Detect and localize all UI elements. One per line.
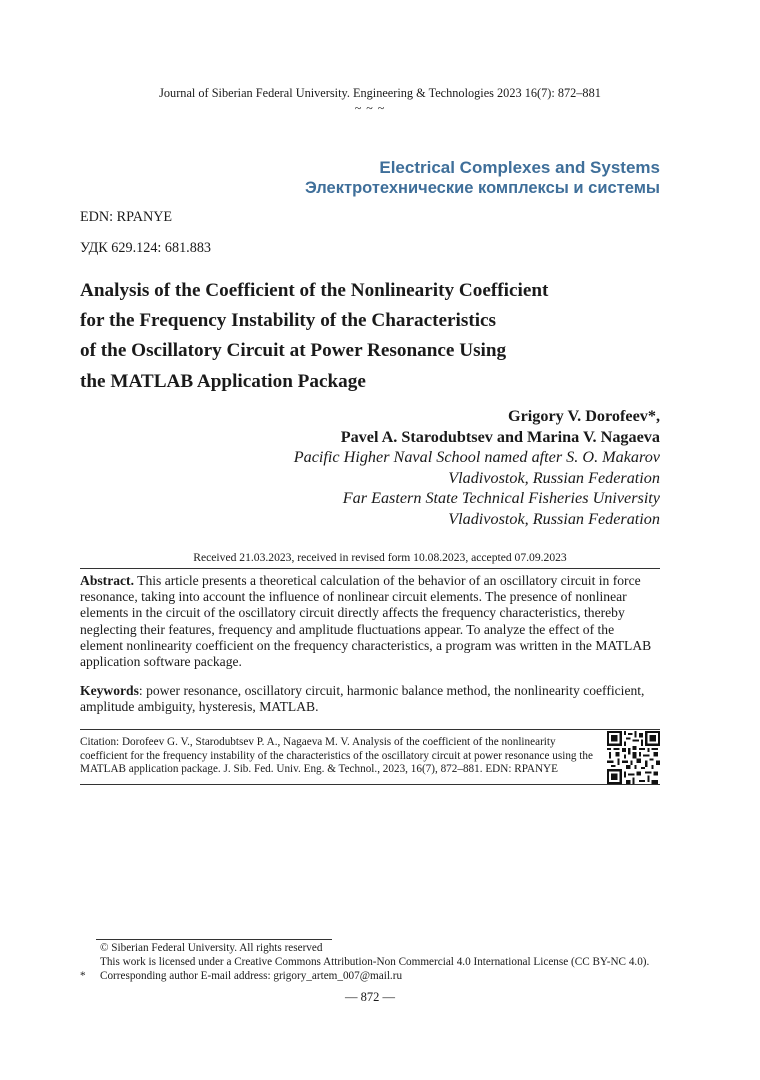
affiliation-1: Pacific Higher Naval School named after S. O. Makarov [293, 448, 660, 466]
qr-code-icon [607, 731, 660, 784]
abstract [80, 573, 660, 670]
keywords [80, 683, 660, 715]
footnote-corresponding-author: Corresponding author E-mail address: grigory_artem_007@mail.ru [100, 970, 403, 982]
edn-code: EDN: RPANYE [80, 209, 173, 225]
section-title-ru: Электротехнические комплексы и системы [304, 179, 660, 197]
section-title-en: Electrical Complexes and Systems [379, 158, 660, 177]
footnote-license: This work is licensed under a Creative Commons Attribution-Non Commercial 4.0 International License (CC BY-NC 4.0). [100, 956, 650, 968]
footnote-divider [96, 939, 332, 940]
paper-title [80, 276, 680, 397]
affiliation-2: Far Eastern State Technical Fisheries University [342, 489, 660, 507]
header-separator: ~ ~ ~ [354, 101, 386, 115]
citation: Citation: Dorofeev G. V., Starodubtsev P. A., Nagaeva M. V. Analysis of the coefficient of the nonlinearity coefficient for the frequency instability of the characteristics of the oscillatory circuit at power resonance using the MATLAB application package. J. Sib. Fed. Univ. Eng. & Technol., 2023, 16(7), 872–881. EDN: RPANYE [80, 736, 593, 776]
title-line: Analysis of the Coefficient of the Nonlinearity Coefficient [80, 280, 549, 301]
divider [80, 784, 660, 785]
journal-header: Journal of Siberian Federal University. Engineering & Technologies 2023 16(7): 872–881 [159, 86, 601, 100]
abstract-text: This article presents a theoretical calculation of the behavior of an oscillatory circuit in force resonance, taking into account the influence of nonlinear circuit elements. The presence of nonlinear elements in the circuit of the oscillatory circuit directly affects the frequency characteristics, thereby neglecting their features, frequency and amplitude fluctuations appear. To analyze the effect of the element nonlinearity coefficient on the frequency characteristics, a program was written in the MATLAB application software package. [80, 573, 652, 670]
affiliation-2-location: Vladivostok, Russian Federation [448, 509, 660, 528]
title-line: the MATLAB Application Package [80, 370, 366, 392]
footnote-copyright: © Siberian Federal University. All rights reserved [100, 942, 323, 954]
received-dates: Received 21.03.2023, received in revised form 10.08.2023, accepted 07.09.2023 [193, 551, 567, 564]
keywords-label: Keywords [80, 683, 139, 698]
udk-code: УДК 629.124: 681.883 [80, 240, 212, 256]
title-line: of the Oscillatory Circuit at Power Resonance Using [80, 340, 507, 362]
author-line-2: Pavel A. Starodubtsev and Marina V. Nagaeva [340, 427, 660, 446]
footnote-marker: * [80, 970, 86, 982]
page-number: — 872 — [345, 990, 395, 1004]
title-line: for the Frequency Instability of the Characteristics [80, 310, 497, 332]
keywords-text: : power resonance, oscillatory circuit, harmonic balance method, the nonlinearity coefficient, amplitude ambiguity, hysteresis, MATLAB. [80, 683, 645, 715]
divider [80, 729, 660, 730]
abstract-label: Abstract. [80, 573, 134, 588]
author-line-1: Grigory V. Dorofeev*, [508, 407, 660, 425]
divider [80, 568, 660, 569]
author-block [294, 406, 660, 529]
affiliation-1-location: Vladivostok, Russian Federation [448, 468, 660, 487]
